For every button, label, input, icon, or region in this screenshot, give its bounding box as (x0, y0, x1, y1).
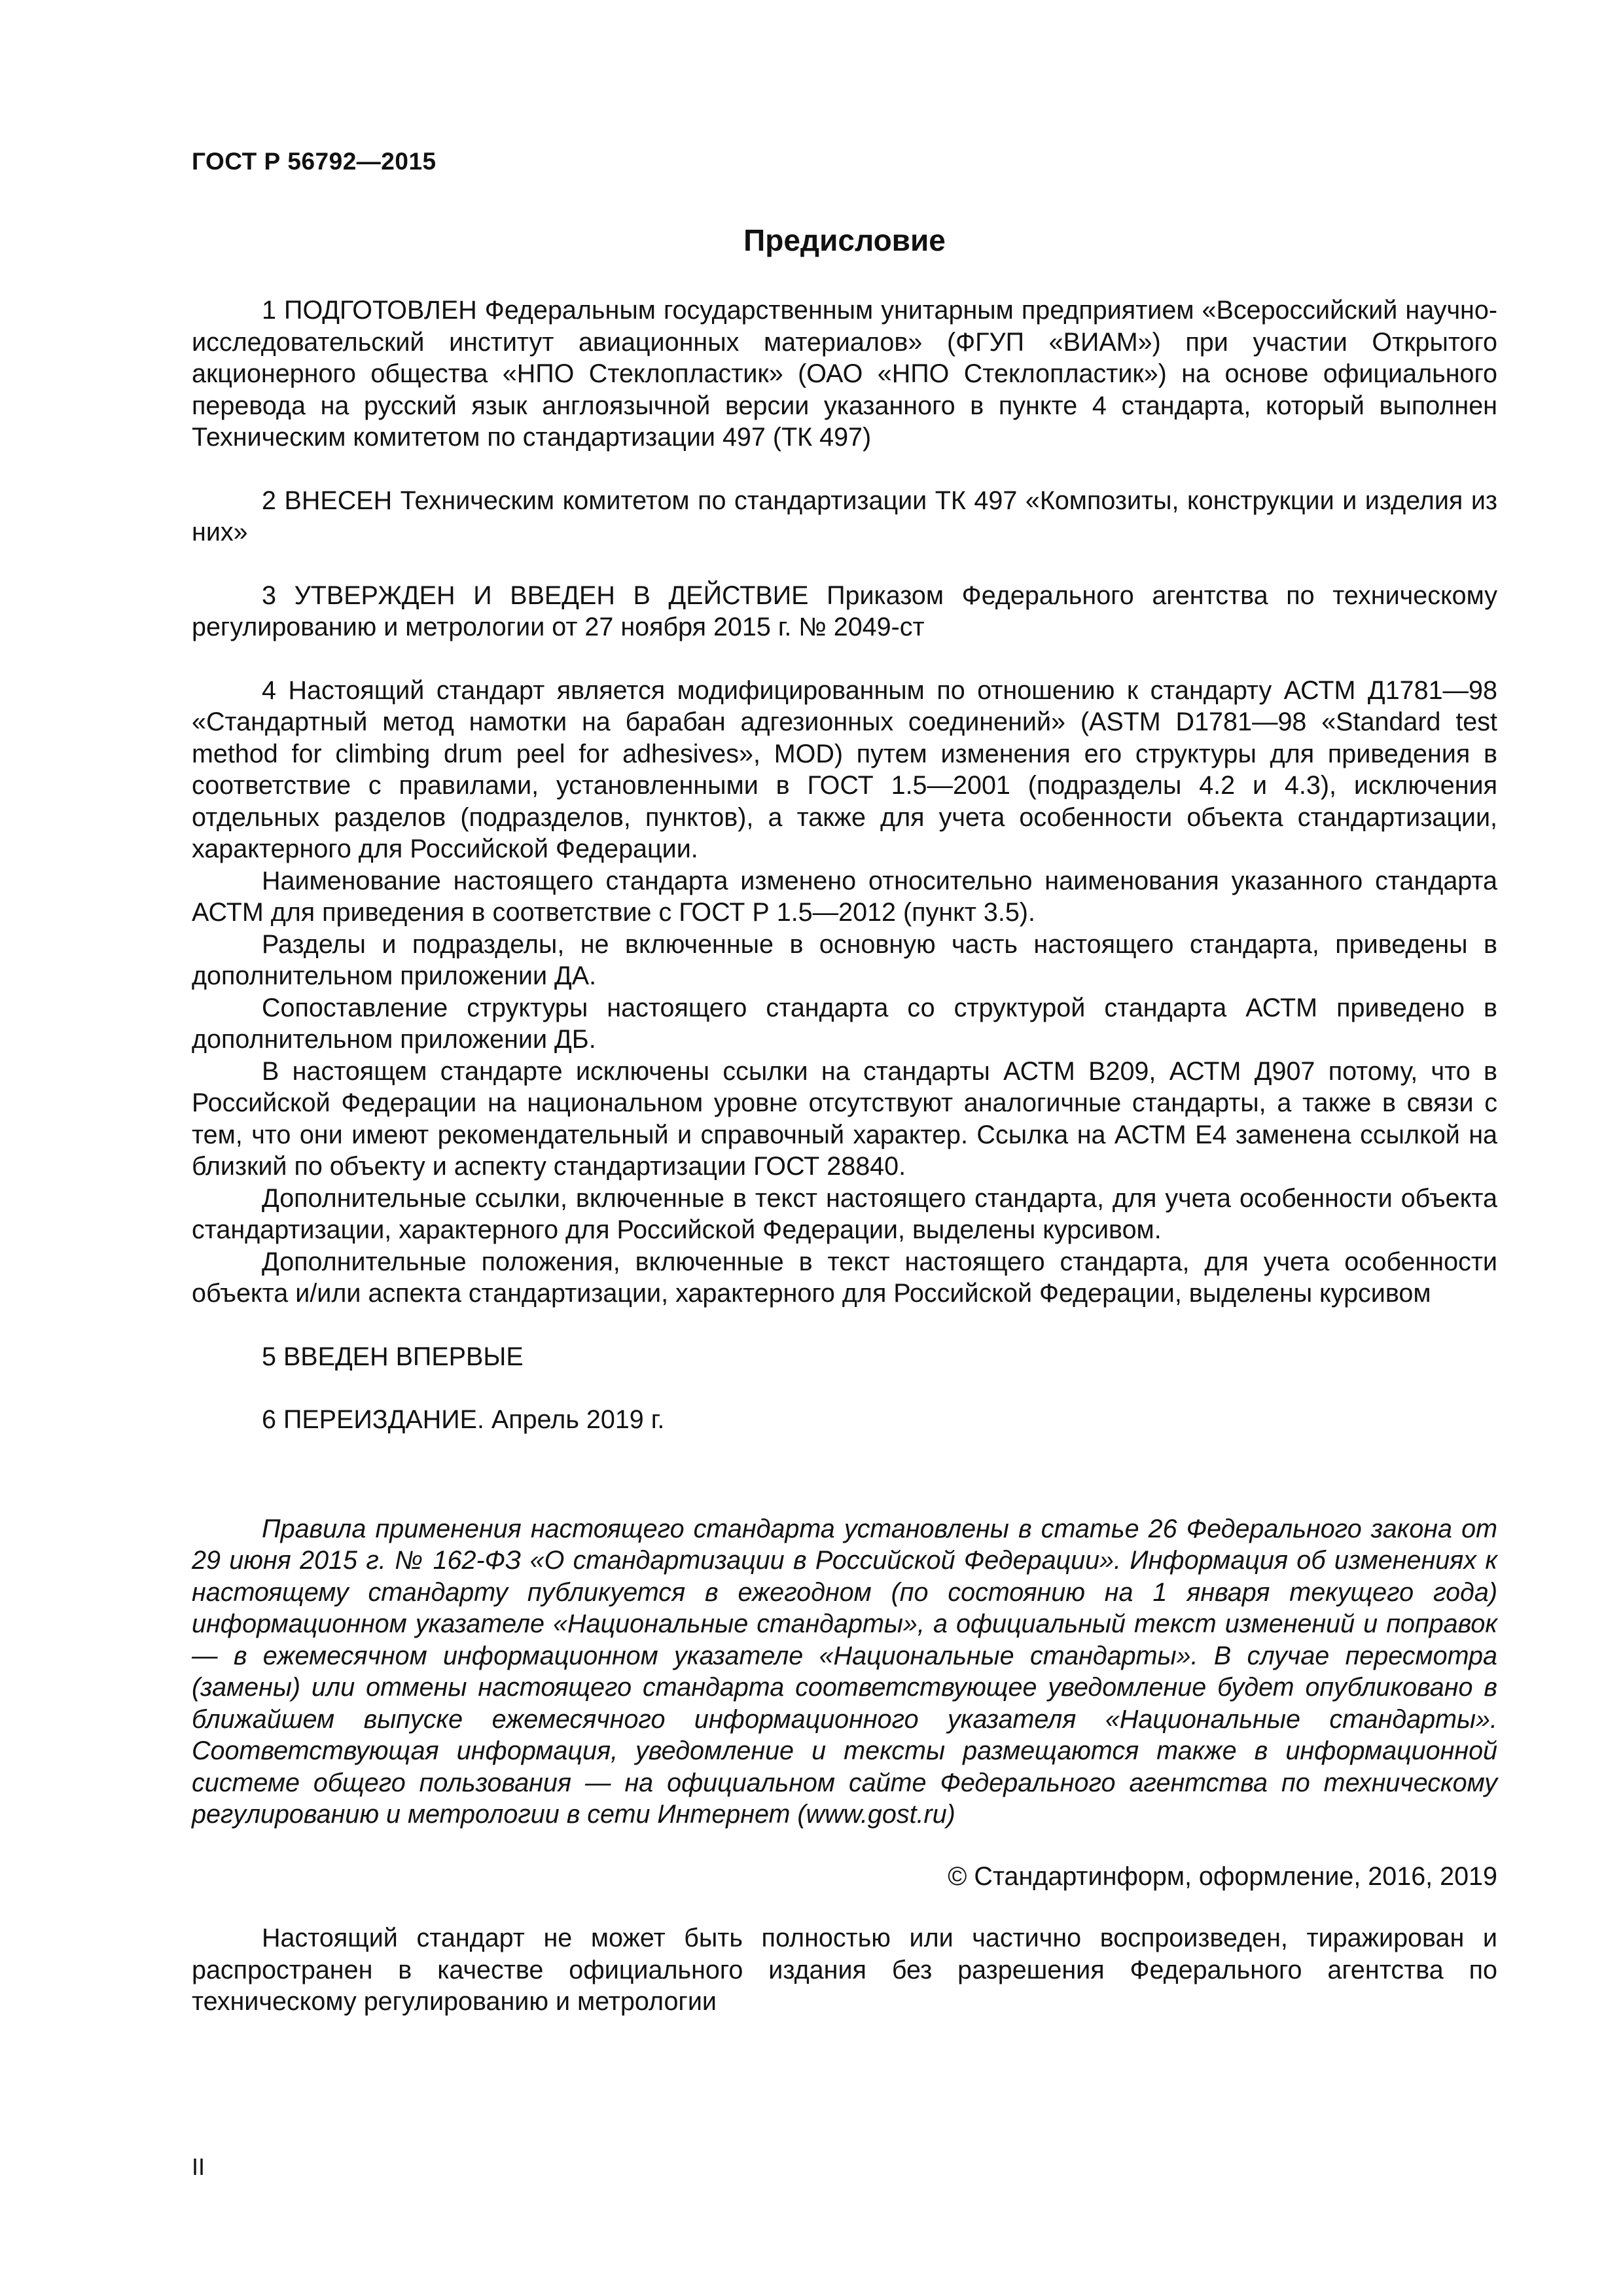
application-rules-notice: Правила применения настоящего стандарта установлены в статье 26 Федерального закона от 29 июня 2015 г. № 162-ФЗ «О стандартизации в Российской Федерации». Информация об изменениях к настоящему стандарту публикуется в ежегодном (по состоянию на 1 января текущего года) информационном указателе «Национальные стандарты», а официальный текст изменений и поправок — в ежемесячном информационном указателе «Национальные стандарты». В случае пересмотра (замены) или отмены настоящего стандарта соответствующее уведомление будет опубликовано в ближайшем выпуске ежемесячного информационного указателя «Национальные стандарты». Соответствующая информация, уведомление и тексты размещаются также в информационной системе общего пользования — на официальном сайте Федерального агентства по техническому регулированию и метрологии в сети Интернет (www.gost.ru) (192, 1514, 1497, 1829)
document-code: ГОСТ Р 56792—2015 (192, 148, 437, 175)
paragraph-item-4-additional-refs: Дополнительные ссылки, включенные в текст настоящего стандарта, для учета особенности объекта стандартизации, характерного для Российской Федерации, выделены курсивом. (192, 1183, 1497, 1244)
paragraph-item-4-appendix-db: Сопоставление структуры настоящего стандарта со структурой стандарта АСТМ приведено в дополнительном приложении ДБ. (192, 993, 1497, 1054)
page-title: Предисловие (743, 223, 946, 257)
paragraph-item-5: 5 ВВЕДЕН ВПЕРВЫЕ (262, 1342, 524, 1371)
paragraph-item-4-excluded-refs: В настоящем стандарте исключены ссылки на стандарты АСТМ В209, АСТМ Д907 потому, что в Российской Федерации на национальном уровне отсутствуют аналогичные стандарты, а также в связи с тем, что они имеют рекомендательный и справочный характер. Ссылка на АСТМ Е4 заменена ссылкой на близкий по объекту и аспекту стандартизации ГОСТ 28840. (192, 1056, 1497, 1181)
document-page (192, 0, 1497, 2296)
paragraph-item-3: 3 УТВЕРЖДЕН И ВВЕДЕН В ДЕЙСТВИЕ Приказом Федерального агентства по техническому регулированию и метрологии от 27 ноября 2015 г. № 2049-ст (192, 581, 1497, 641)
paragraph-item-1: 1 ПОДГОТОВЛЕН Федеральным государственным унитарным предприятием «Всероссийский научно-исследовательский институт авиационных материалов» (ФГУП «ВИАМ») при участии Открытого акционерного общества «НПО Стеклопластик» (ОАО «НПО Стеклопластик») на основе официального перевода на русский язык англоязычной версии указанного в пункте 4 стандарта, который выполнен Техническим комитетом по стандартизации 497 (ТК 497) (192, 296, 1497, 452)
paragraph-item-4: 4 Настоящий стандарт является модифицированным по отношению к стандарту АСТМ Д1781—98 «Стандартный метод намотки на барабан адгезионных соединений» (ASTM D1781—98 «Standard test method for climbing drum peel for adhesives», MOD) путем изменения его структуры для приведения в соответствие с правилами, установленными в ГОСТ 1.5—2001 (подразделы 4.2 и 4.3), исключения отдельных разделов (подразделов, пунктов), а также для учета особенности объекта стандартизации, характерного для Российской Федерации. (192, 675, 1497, 863)
paragraph-item-6: 6 ПЕРЕИЗДАНИЕ. Апрель 2019 г. (262, 1405, 665, 1434)
paragraph-item-2: 2 ВНЕСЕН Техническим комитетом по стандартизации ТК 497 «Композиты, конструкции и изделия из них» (192, 486, 1497, 547)
page-number: II (192, 2153, 205, 2180)
copyright-line: © Стандартинформ, оформление, 2016, 2019 (948, 1861, 1497, 1891)
paragraph-item-4-additional-provisions: Дополнительные положения, включенные в текст настоящего стандарта, для учета особенности объекта и/или аспекта стандартизации, характерного для Российской Федерации, выделены курсивом (192, 1247, 1497, 1308)
foreword-body (192, 295, 1497, 2018)
paragraph-item-4-name-change: Наименование настоящего стандарта изменено относительно наименования указанного стандарта АСТМ для приведения в соответствие с ГОСТ Р 1.5—2012 (пункт 3.5). (192, 866, 1497, 927)
reproduction-notice: Настоящий стандарт не может быть полностью или частично воспроизведен, тиражирован и распространен в качестве официального издания без разрешения Федерального агентства по техническому регулированию и метрологии (192, 1924, 1497, 2016)
paragraph-item-4-appendix-da: Разделы и подразделы, не включенные в основную часть настоящего стандарта, приведены в дополнительном приложении ДА. (192, 929, 1497, 990)
